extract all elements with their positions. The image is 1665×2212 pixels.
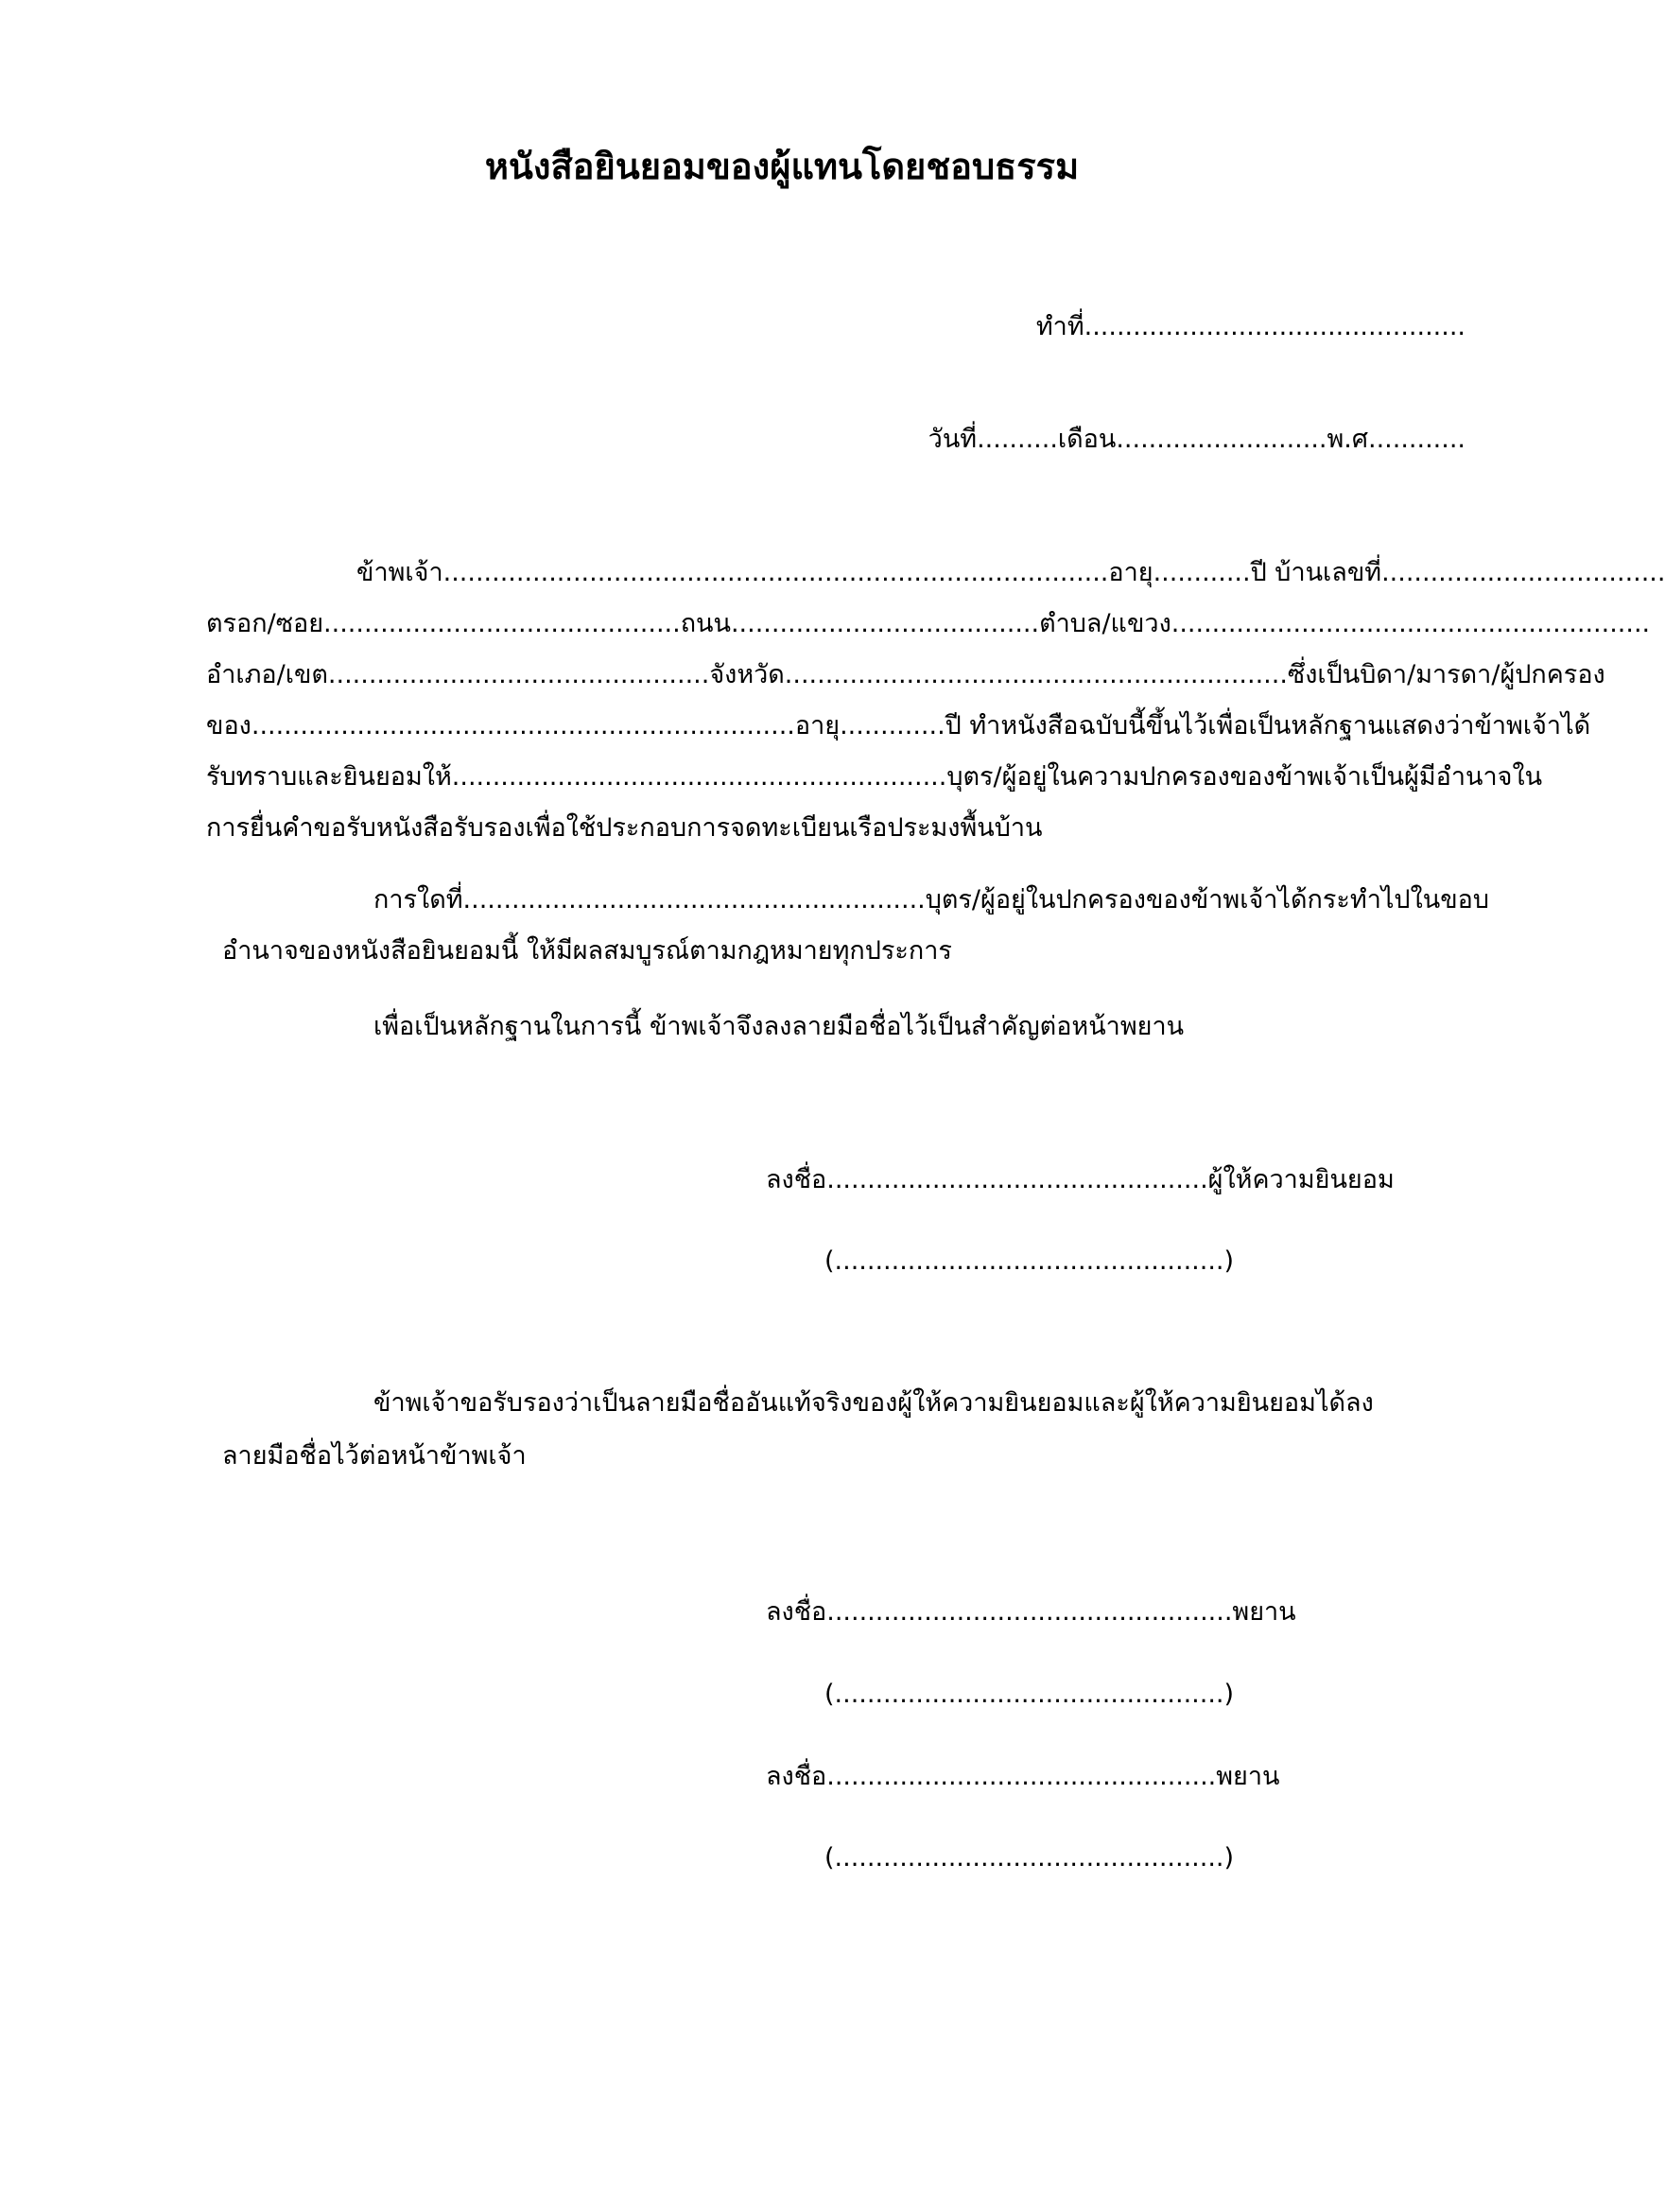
date-line: วันที่..........เดือน..........................พ.ศ............ <box>928 425 1466 454</box>
paragraph1-line6: การยื่นคำขอรับหนังสือรับรองเพื่อใช้ประกอบการจดทะเบียนเรือประมงพื้นบ้าน <box>206 813 1043 843</box>
certification-line1: ข้าพเจ้าขอรับรองว่าเป็นลายมือชื่ออันแท้จริงของผู้ให้ความยินยอมและผู้ให้ความยินยอมได้ลง <box>373 1388 1374 1418</box>
witness2-signature-line: ลงชื่อ................................................พยาน <box>766 1762 1280 1791</box>
document-title: หนังสือยินยอมของผู้แทนโดยชอบธรรม <box>484 146 1080 187</box>
consenter-signature-line: ลงชื่อ...............................................ผู้ให้ความยินยอม <box>766 1165 1395 1194</box>
witness1-signature-line: ลงชื่อ..................................................พยาน <box>766 1597 1296 1627</box>
paragraph1-line3: อำเภอ/เขต...............................................จังหวัด..............................................................ซึ่งเป็นบิดา/มารดา/ผู้ปกครอง <box>206 660 1605 689</box>
paragraph2-line1: การใดที่.........................................................บุตร/ผู้อยู่ในปกครองของข้าพเจ้าได้กระทำไปในขอบ <box>373 885 1490 914</box>
paragraph1-line2: ตรอก/ซอย............................................ถนน......................................ตำบล/แขวง........................................................... <box>206 609 1651 638</box>
witness1-name-line: (................................................) <box>824 1680 1235 1709</box>
paragraph3: เพื่อเป็นหลักฐานในการนี้ ข้าพเจ้าจึงลงลายมือชื่อไว้เป็นสำคัญต่อหน้าพยาน <box>373 1012 1185 1041</box>
place-line: ทำที่............................................... <box>1035 312 1466 341</box>
paragraph1-line4: ของ...................................................................อายุ.............ปี ทำหนังสือฉบับนี้ขึ้นไว้เพื่อเป็นหลักฐานแสดงว่าข้าพเจ้าได้ <box>206 711 1591 740</box>
certification-line2: ลายมือชื่อไว้ต่อหน้าข้าพเจ้า <box>222 1441 527 1471</box>
consenter-name-line: (................................................) <box>824 1246 1235 1276</box>
paragraph2-line2: อำนาจของหนังสือยินยอมนี้ ให้มีผลสมบูรณ์ตามกฎหมายทุกประการ <box>222 936 952 966</box>
witness2-name-line: (................................................) <box>824 1843 1235 1872</box>
paragraph1-line5: รับทราบและยินยอมให้.............................................................บุตร/ผู้อยู่ในความปกครองของข้าพเจ้าเป็นผู้มีอำนาจใน <box>206 762 1543 792</box>
paragraph1-line1: ข้าพเจ้า..................................................................................อายุ............ปี บ้านเลขที่................................... <box>356 558 1665 587</box>
